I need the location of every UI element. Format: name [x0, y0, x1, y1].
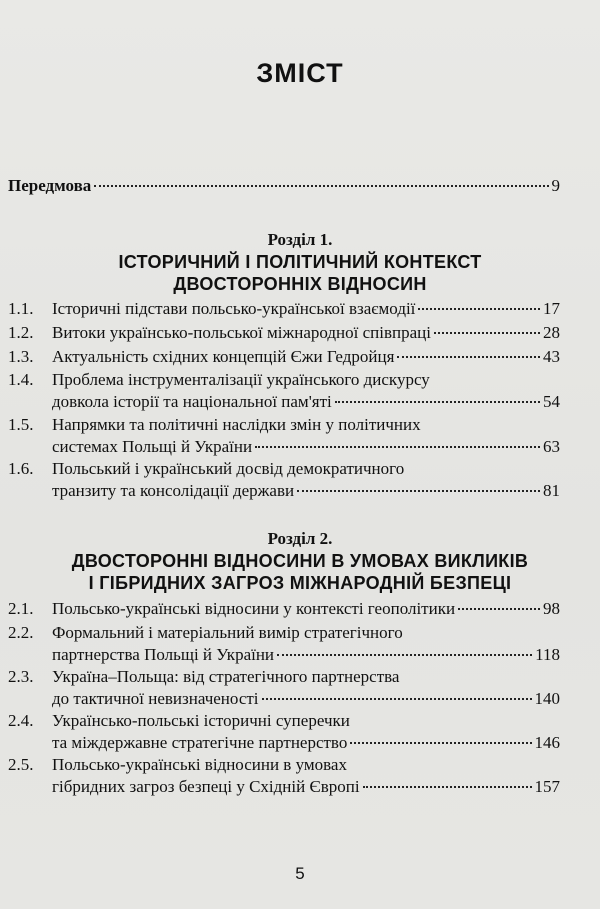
toc-entry-text: Історичні підстави польсько-української взаємодії — [52, 299, 416, 318]
toc-entry-1-1 — [8, 298, 560, 320]
toc-entry-text: до тактичної невизначеності — [52, 689, 259, 708]
toc-entry-2-5 — [8, 754, 560, 798]
toc-entry-number: 1.6. — [8, 459, 34, 478]
toc-entry-text: Польсько-українські відносини в умовах — [52, 755, 347, 774]
section-1-label: Розділ 1. — [267, 230, 333, 249]
dot-leader — [434, 332, 540, 334]
dot-leader — [297, 490, 540, 492]
toc-entry-2-2 — [8, 622, 560, 666]
section-2-label: Розділ 2. — [267, 529, 333, 548]
toc-entry-number: 2.3. — [8, 667, 34, 686]
page-number: 5 — [295, 864, 305, 883]
toc-entry-number: 2.5. — [8, 755, 34, 774]
toc-entry-text: гібридних загроз безпеці у Східній Європі — [52, 777, 360, 796]
toc-entry-text: партнерства Польщі й України — [52, 645, 275, 664]
toc-entry-text: системах Польщі й України — [52, 437, 253, 456]
dot-leader — [363, 786, 532, 788]
toc-entry-page: 140 — [534, 689, 560, 708]
dot-leader — [397, 356, 540, 358]
toc-entry-text: Витоки українсько-польської міжнародної співпраці — [52, 323, 431, 342]
toc-entry-1-4 — [8, 369, 560, 413]
toc-entry-page: 157 — [534, 777, 560, 796]
toc-entry-page: 63 — [543, 437, 560, 456]
toc-entry-title: Передмова — [8, 176, 92, 195]
toc-entry-page: 17 — [543, 299, 560, 318]
dot-leader — [458, 608, 540, 610]
toc-entry-text: Проблема інструменталізації українського дискурсу — [52, 370, 430, 389]
section-2-title-line-1: ДВОСТОРОННІ ВІДНОСИНИ В УМОВАХ ВИКЛИКІВ — [71, 551, 529, 571]
toc-entry-page: 118 — [535, 645, 560, 664]
toc-entry-number: 2.4. — [8, 711, 34, 730]
dot-leader — [418, 308, 540, 310]
toc-entry-page: 43 — [543, 347, 560, 366]
dot-leader — [350, 742, 531, 744]
toc-entry-page: 28 — [543, 323, 560, 342]
toc-entry-number: 2.2. — [8, 623, 34, 642]
toc-entry-1-3 — [8, 346, 560, 368]
dot-leader — [277, 654, 532, 656]
section-2-title-line-2: І ГІБРИДНИХ ЗАГРОЗ МІЖНАРОДНІЙ БЕЗПЕЦІ — [88, 573, 512, 593]
toc-entry-number: 2.1. — [8, 599, 34, 618]
toc-entry-text: Напрямки та політичні наслідки змін у політичних — [52, 415, 421, 434]
toc-entry-text: Україна–Польща: від стратегічного партнерства — [52, 667, 400, 686]
dot-leader — [255, 446, 540, 448]
toc-entry-2-3 — [8, 666, 560, 710]
toc-entry-text: транзиту та консолідації держави — [52, 481, 295, 500]
toc-entry-preface — [8, 175, 560, 197]
toc-entry-text: Актуальність східних концепцій Єжи Гедройця — [52, 347, 395, 366]
toc-entry-number: 1.1. — [8, 299, 34, 318]
section-1-title-line-2: ДВОСТОРОННІХ ВІДНОСИН — [173, 274, 427, 294]
toc-entry-page: 146 — [534, 733, 560, 752]
toc-entry-number: 1.4. — [8, 370, 34, 389]
toc-entry-number: 1.2. — [8, 323, 34, 342]
toc-entry-1-5 — [8, 414, 560, 458]
toc-entry-text: та міждержавне стратегічне партнерство — [52, 733, 348, 752]
page-title: ЗМІСТ — [256, 58, 344, 88]
toc-entry-text: Українсько-польські історичні суперечки — [52, 711, 350, 730]
toc-entry-text: довкола історії та національної пам'яті — [52, 392, 332, 411]
dot-leader — [94, 185, 548, 187]
toc-entry-2-4 — [8, 710, 560, 754]
toc-entry-number: 1.5. — [8, 415, 34, 434]
toc-entry-2-1 — [8, 598, 560, 620]
toc-entry-text: Формальний і матеріальний вимір стратегічного — [52, 623, 403, 642]
dot-leader — [262, 698, 532, 700]
toc-entry-page: 54 — [543, 392, 560, 411]
toc-entry-text: Польський і український досвід демократичного — [52, 459, 405, 478]
dot-leader — [335, 401, 540, 403]
section-1-title-line-1: ІСТОРИЧНИЙ І ПОЛІТИЧНИЙ КОНТЕКСТ — [118, 252, 482, 272]
toc-entry-page: 98 — [543, 599, 560, 618]
toc-entry-page: 81 — [543, 481, 560, 500]
toc-entry-number: 1.3. — [8, 347, 34, 366]
toc-entry-text: Польсько-українські відносини у контексті геополітики — [52, 599, 456, 618]
toc-entry-1-6 — [8, 458, 560, 502]
toc-entry-1-2 — [8, 322, 560, 344]
toc-entry-page: 9 — [551, 176, 560, 195]
